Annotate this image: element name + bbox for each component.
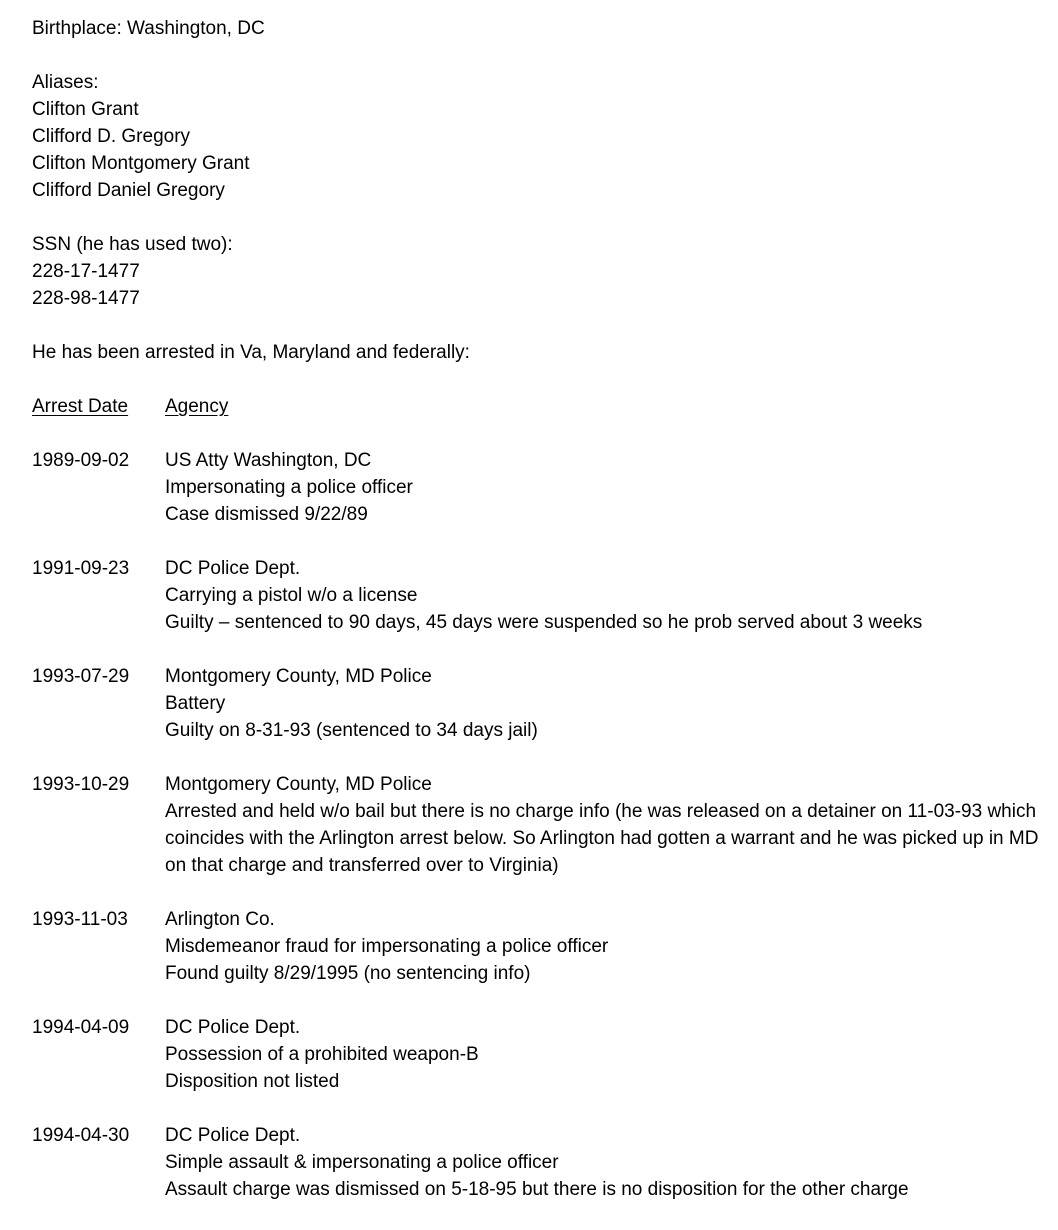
ssn-item: 228-17-1477 bbox=[32, 261, 140, 282]
arrest-record bbox=[32, 906, 1042, 987]
spacer bbox=[32, 1095, 1042, 1122]
alias-item: Clifford D. Gregory bbox=[32, 126, 191, 147]
document-page bbox=[32, 15, 1042, 1203]
arrest-agency: DC Police Dept. bbox=[165, 558, 301, 579]
arrest-disposition: Guilty – sentenced to 90 days, 45 days were suspended so he prob served about 3 weeks bbox=[165, 612, 923, 633]
arrest-details bbox=[165, 1014, 1042, 1095]
arrest-charge: Simple assault & impersonating a police officer bbox=[165, 1152, 559, 1173]
alias-item: Clifton Grant bbox=[32, 99, 139, 120]
alias-item: Clifton Montgomery Grant bbox=[32, 153, 250, 174]
arrest-details bbox=[165, 447, 1042, 528]
spacer bbox=[32, 744, 1042, 771]
arrest-charge: Misdemeanor fraud for impersonating a police officer bbox=[165, 936, 609, 957]
arrest-details bbox=[165, 906, 1042, 987]
table-header bbox=[32, 393, 1042, 420]
arrest-agency: US Atty Washington, DC bbox=[165, 450, 372, 471]
arrest-record bbox=[32, 1014, 1042, 1095]
arrest-date: 1991-09-23 bbox=[32, 558, 130, 579]
spacer bbox=[32, 42, 1042, 69]
alias-item: Clifford Daniel Gregory bbox=[32, 180, 225, 201]
arrest-details bbox=[165, 663, 1042, 744]
ssn-item: 228-98-1477 bbox=[32, 288, 140, 309]
spacer bbox=[32, 204, 1042, 231]
arrest-details bbox=[165, 771, 1042, 879]
aliases-heading: Aliases: bbox=[32, 72, 99, 93]
arrest-agency: Arlington Co. bbox=[165, 909, 275, 930]
arrest-charge: Possession of a prohibited weapon-B bbox=[165, 1044, 479, 1065]
arrest-charge: Arrested and held w/o bail but there is no charge info (he was released on a detainer on 11-03-93 which coincides with the Arlington arrest below. So Arlington had gotten a warrant and he was picked up in MD on that charge and transferred over to Virginia) bbox=[165, 801, 1039, 876]
arrest-intro: He has been arrested in Va, Maryland and federally: bbox=[32, 342, 470, 363]
arrest-agency: DC Police Dept. bbox=[165, 1017, 301, 1038]
arrest-charge: Carrying a pistol w/o a license bbox=[165, 585, 418, 606]
arrest-disposition: Case dismissed 9/22/89 bbox=[165, 504, 368, 525]
spacer bbox=[32, 528, 1042, 555]
arrest-record bbox=[32, 447, 1042, 528]
spacer bbox=[32, 987, 1042, 1014]
arrest-date: 1994-04-30 bbox=[32, 1125, 130, 1146]
spacer bbox=[32, 312, 1042, 339]
arrest-details bbox=[165, 1122, 1042, 1203]
table-header-date-cell bbox=[32, 393, 165, 420]
arrest-charge: Battery bbox=[165, 693, 226, 714]
column-header-arrest-date: Arrest Date bbox=[32, 396, 129, 417]
arrest-date: 1989-09-02 bbox=[32, 450, 130, 471]
column-header-agency: Agency bbox=[165, 396, 229, 417]
arrest-record bbox=[32, 663, 1042, 744]
spacer bbox=[32, 420, 1042, 447]
arrest-record bbox=[32, 555, 1042, 636]
arrest-disposition: Found guilty 8/29/1995 (no sentencing info) bbox=[165, 963, 531, 984]
table-header-agency-cell bbox=[165, 393, 1042, 420]
arrest-agency: Montgomery County, MD Police bbox=[165, 666, 432, 687]
spacer bbox=[32, 366, 1042, 393]
arrest-charge: Impersonating a police officer bbox=[165, 477, 413, 498]
arrest-date: 1994-04-09 bbox=[32, 1017, 130, 1038]
arrest-agency: DC Police Dept. bbox=[165, 1125, 301, 1146]
arrest-date: 1993-10-29 bbox=[32, 774, 130, 795]
arrest-disposition: Guilty on 8-31-93 (sentenced to 34 days jail) bbox=[165, 720, 538, 741]
arrest-date: 1993-07-29 bbox=[32, 666, 130, 687]
birthplace-line: Birthplace: Washington, DC bbox=[32, 18, 265, 39]
arrest-disposition: Assault charge was dismissed on 5-18-95 but there is no disposition for the other charge bbox=[165, 1179, 909, 1200]
arrest-details bbox=[165, 555, 1042, 636]
arrest-date: 1993-11-03 bbox=[32, 909, 128, 930]
arrest-record bbox=[32, 1122, 1042, 1203]
arrest-disposition: Disposition not listed bbox=[165, 1071, 340, 1092]
arrest-record bbox=[32, 771, 1042, 879]
spacer bbox=[32, 636, 1042, 663]
arrest-agency: Montgomery County, MD Police bbox=[165, 774, 432, 795]
ssn-heading: SSN (he has used two): bbox=[32, 234, 233, 255]
spacer bbox=[32, 879, 1042, 906]
